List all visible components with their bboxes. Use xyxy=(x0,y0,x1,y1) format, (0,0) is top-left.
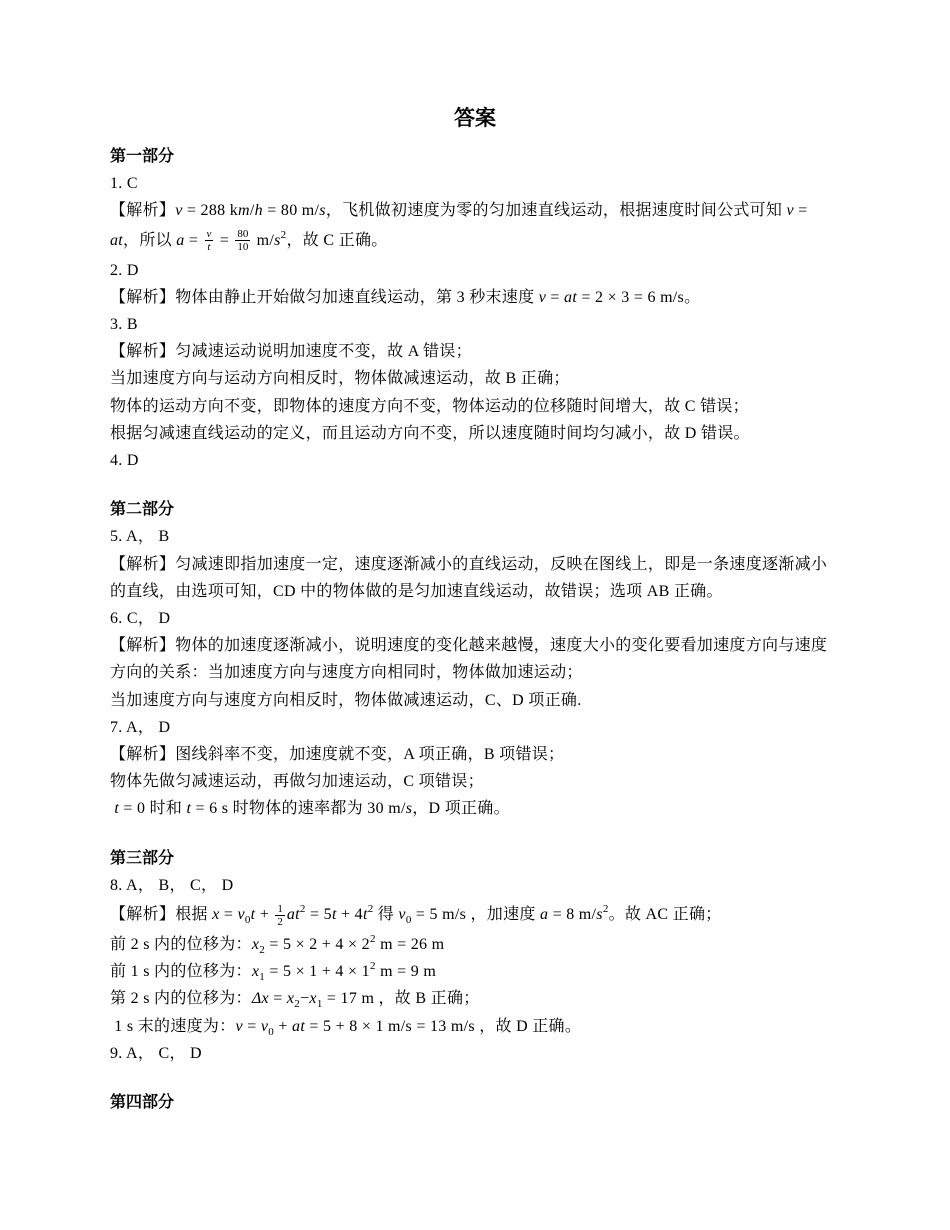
explanation-line xyxy=(110,795,840,822)
math-variable: x xyxy=(251,963,260,981)
subscript: 0 xyxy=(268,1025,275,1038)
subscript: 2 xyxy=(259,944,266,957)
math-variable: a xyxy=(176,231,185,249)
math-variable: v xyxy=(237,906,245,924)
text-run: = 2 × 3 = 6 m/s。 xyxy=(577,288,701,306)
superscript: 2 xyxy=(602,903,609,916)
text-run: = 5 × 2 + 4 × 2 xyxy=(265,936,370,954)
math-variable: v xyxy=(398,906,406,924)
fraction-denominator: t xyxy=(207,241,211,254)
text-run: = xyxy=(215,231,234,249)
explanation-line xyxy=(110,1013,840,1040)
explanation-line xyxy=(110,931,840,958)
answer-line: 2. D xyxy=(110,261,139,279)
text-run: 【解析】物体由静止开始做匀加速直线运动，第 3 秒末速度 xyxy=(110,288,539,306)
text-run: = 6 s 时物体的速率都为 30 m/ xyxy=(191,800,406,818)
text-run: m = 9 m xyxy=(375,963,437,981)
fraction-denominator: 2 xyxy=(277,915,283,928)
text-run: = 8 m/ xyxy=(548,906,597,924)
math-variable: t xyxy=(362,906,368,924)
answer-line: 1. C xyxy=(110,175,138,193)
text-run: 前 1 s 内的位移为： xyxy=(110,963,252,981)
explanation-line: 物体先做匀减速运动，再做匀加速运动，C 项错误； xyxy=(110,773,484,791)
fraction-numerator: v xyxy=(206,228,212,241)
section xyxy=(110,143,840,474)
text-run: 。故 AC 正确； xyxy=(608,906,722,924)
text-run: 前 2 s 内的位移为： xyxy=(110,936,252,954)
math-variable: h xyxy=(254,202,263,220)
subscript: 1 xyxy=(259,971,266,984)
explanation-line: 根据匀减速直线运动的定义，而且运动方向不变，所以速度随时间均匀减小，故 D 错误。 xyxy=(110,424,750,442)
superscript: 2 xyxy=(280,228,287,241)
fraction xyxy=(205,228,214,253)
math-variable: t xyxy=(250,906,256,924)
text-run: / xyxy=(249,202,255,220)
text-run: = 5 + 8 × 1 m/s = 13 m/s ，故 D 正确。 xyxy=(305,1017,582,1035)
math-variable: Δx xyxy=(251,990,269,1008)
superscript: 2 xyxy=(367,903,374,916)
superscript: 2 xyxy=(369,960,376,973)
answer-line: 9. A， C， D xyxy=(110,1044,202,1062)
fraction-numerator: 80 xyxy=(237,228,249,241)
text-run: = xyxy=(793,202,808,220)
explanation-line xyxy=(110,284,840,311)
text-run: 1 s 末的速度为： xyxy=(110,1017,236,1035)
fraction-denominator: 10 xyxy=(237,241,249,254)
text-run: + xyxy=(274,1017,293,1035)
explanation-line: 当加速度方向与速度方向相反时，物体做减速运动，C、D 项正确. xyxy=(110,691,582,709)
text-run: ，故 C 正确。 xyxy=(286,231,388,249)
math-variable: s xyxy=(405,800,413,818)
math-variable: at xyxy=(292,1017,306,1035)
fraction xyxy=(275,903,285,928)
math-variable: x xyxy=(212,906,220,924)
math-variable: x xyxy=(309,990,317,1008)
math-variable: at xyxy=(286,906,300,924)
text-run: = xyxy=(242,1017,261,1035)
text-run: = xyxy=(219,906,238,924)
subscript: 0 xyxy=(405,914,412,927)
section xyxy=(110,496,840,822)
explanation-line: 【解析】图线斜率不变，加速度就不变，A 项正确，B 项错误； xyxy=(110,746,565,764)
math-variable: v xyxy=(235,1017,243,1035)
math-variable: v xyxy=(175,202,183,220)
explanation-line: 的直线，由选项可知，CD 中的物体做的是匀加速直线运动，故错误；选项 AB 正确。 xyxy=(110,582,723,600)
math-variable: t xyxy=(114,800,120,818)
text-run: = xyxy=(546,288,565,306)
math-variable: s xyxy=(596,906,603,924)
answer-line: 3. B xyxy=(110,316,138,334)
explanation-line xyxy=(110,225,840,257)
math-variable: v xyxy=(260,1017,269,1035)
superscript: 2 xyxy=(299,903,306,916)
text-run: = xyxy=(184,231,203,249)
text-run: = 17 m ，故 B 正确； xyxy=(322,990,480,1008)
section xyxy=(110,845,840,1067)
math-variable: t xyxy=(331,906,337,924)
text-run: 【解析】根据 xyxy=(110,906,213,924)
text-run: ，D 项正确。 xyxy=(412,800,510,818)
section-heading: 第二部分 xyxy=(110,501,175,519)
text-run: 得 xyxy=(373,906,399,924)
text-run: = 288 k xyxy=(182,202,239,220)
explanation-line xyxy=(110,958,840,985)
math-variable: m xyxy=(238,202,250,220)
subscript: 0 xyxy=(244,914,251,927)
text-run: = 5 × 1 + 4 × 1 xyxy=(265,963,370,981)
text-run: − xyxy=(300,990,310,1008)
text-run: ，所以 xyxy=(123,231,177,249)
text-run: m/ xyxy=(252,231,275,249)
subscript: 2 xyxy=(294,998,301,1011)
answer-line: 4. D xyxy=(110,452,139,470)
explanation-line: 【解析】匀减速即指加速度一定，速度逐渐减小的直线运动，反映在图线上，即是一条速度逐渐减小 xyxy=(110,555,828,573)
answer-line: 8. A， B， C， D xyxy=(110,876,234,894)
superscript: 2 xyxy=(369,933,376,946)
text-run: m = 26 m xyxy=(375,936,445,954)
answer-sections xyxy=(110,143,840,1116)
text-run: 第 2 s 内的位移为： xyxy=(110,990,252,1008)
math-variable: s xyxy=(319,202,326,220)
explanation-line: 当加速度方向与运动方向相反时，物体做减速运动，故 B 正确； xyxy=(110,370,570,388)
text-run: + 4 xyxy=(336,906,363,924)
math-variable: x xyxy=(286,990,295,1008)
text-run: = 5 m/s ，加速度 xyxy=(411,906,540,924)
section-heading: 第四部分 xyxy=(110,1094,175,1112)
subscript: 1 xyxy=(316,998,323,1011)
explanation-line: 【解析】匀减速运动说明加速度不变，故 A 错误； xyxy=(110,343,472,361)
fraction-numerator: 1 xyxy=(277,902,283,915)
text-run: ，飞机做初速度为零的匀加速直线运动，根据速度时间公式可知 xyxy=(325,202,787,220)
section xyxy=(110,1089,840,1116)
math-variable: a xyxy=(539,906,549,924)
answer-line: 5. A， B xyxy=(110,528,170,546)
explanation-line xyxy=(110,985,840,1012)
text-run: = xyxy=(268,990,287,1008)
math-variable: at xyxy=(110,231,124,249)
answer-line: 7. A， D xyxy=(110,718,171,736)
math-variable: t xyxy=(186,800,192,818)
explanation-line xyxy=(110,899,840,931)
text-run: = 80 m/ xyxy=(262,202,320,220)
explanation-line: 方向的关系：当加速度方向与速度方向相同时，物体做加速运动； xyxy=(110,664,583,682)
text-run: = 0 时和 xyxy=(119,800,187,818)
section-heading: 第一部分 xyxy=(110,148,175,165)
page-title: 答案 xyxy=(454,106,496,130)
math-variable: x xyxy=(251,936,260,954)
section-heading: 第三部分 xyxy=(110,849,175,867)
explanation-line: 【解析】物体的加速度逐渐减小，说明速度的变化越来越慢，速度大小的变化要看加速度方向与速度 xyxy=(110,637,828,655)
explanation-line: 物体的运动方向不变，即物体的速度方向不变，物体运动的位移随时间增大，故 C 错误； xyxy=(110,397,749,415)
math-variable: at xyxy=(564,288,578,306)
text-run: = 5 xyxy=(305,906,332,924)
text-run: + xyxy=(255,906,274,924)
explanation-line xyxy=(110,197,840,224)
answer-line: 6. C， D xyxy=(110,610,171,628)
fraction xyxy=(235,228,250,253)
math-variable: v xyxy=(786,202,794,220)
math-variable: s xyxy=(274,231,281,249)
text-run: 【解析】 xyxy=(110,202,176,220)
math-variable: v xyxy=(538,288,547,306)
